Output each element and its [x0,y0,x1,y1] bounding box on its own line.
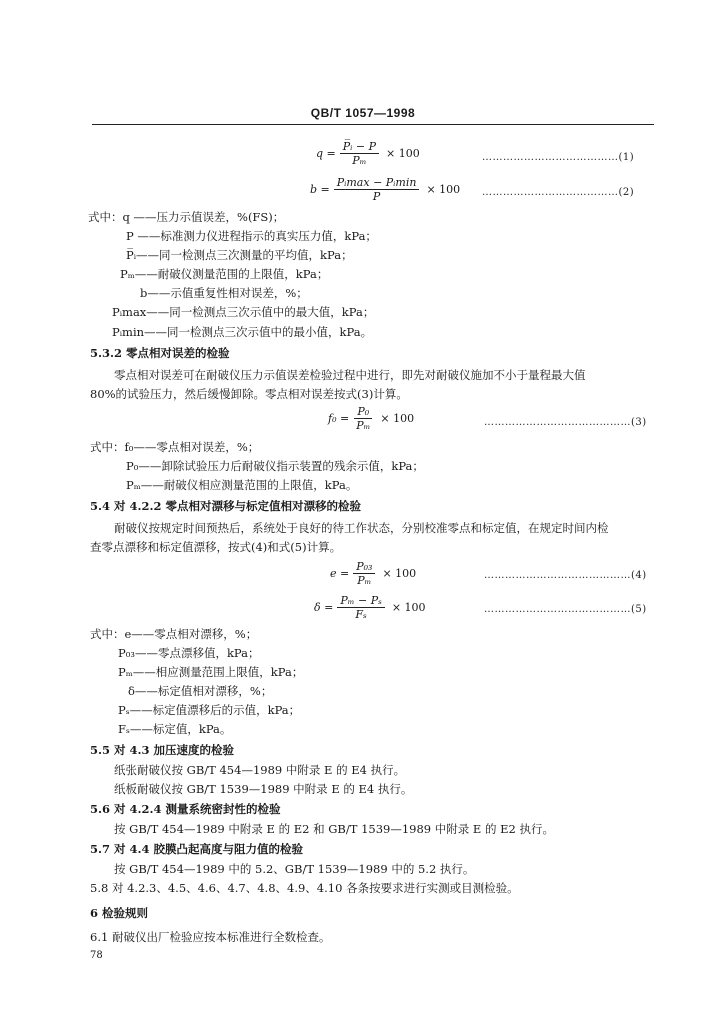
definition-line: P ——标准测力仪进程指示的真实压力值，kPa； [126,229,377,243]
formula-2-tag: …………………………………(2) [482,187,635,198]
definition-line: Pᵢmin——同一检测点三次示值中的最小值，kPa。 [112,325,373,339]
formula-4-lhs: e = [330,567,350,580]
definition-line: P₀₃——零点漂移值，kPa； [118,646,260,660]
formula-3-lhs: f₀ = [328,412,350,425]
formula-4-tail: × 100 [382,567,417,580]
definition-line: 式中：q ——压力示值误差，%(FS)； [88,210,285,224]
section-heading-5-6: 5.6 对 4.2.4 测量系统密封性的检验 [90,802,281,816]
formula-3-denominator: Pₘ [356,419,371,432]
formula-2-fraction [334,176,420,203]
section-6-1-line: 6.1 耐破仪出厂检验应按本标准进行全数检查。 [90,930,331,944]
paragraph-line: 按 GB/T 454—1989 中的 5.2、GB/T 1539—1989 中的 5.2 执行。 [114,862,475,876]
section-heading-5-7: 5.7 对 4.4 胶膜凸起高度与阻力值的检验 [90,842,304,856]
formula-4 [330,560,419,587]
formula-3-numerator: P₀ [354,405,372,419]
formula-1-lhs: q = [316,147,336,160]
formula-5-tag: ……………………………………(5) [484,604,647,615]
formula-2-denominator: P̅ [372,190,381,203]
definition-line: Pₘ——耐破仪测量范围的上限值，kPa； [120,267,329,281]
definition-line: Pₘ——耐破仪相应测量范围的上限值，kPa。 [126,478,358,492]
formula-2-numerator: Pᵢmax − Pᵢmin [334,176,420,190]
formula-1 [316,140,423,167]
definition-line: 式中：e——零点相对漂移，%； [90,627,258,641]
formula-3 [328,405,417,432]
definition-line: Pₛ——标定值漂移后的示值，kPa； [118,703,301,717]
formula-4-numerator: P₀₃ [353,560,375,574]
formula-1-tag: …………………………………(1) [482,152,635,163]
formula-5-denominator: Fₛ [355,608,367,621]
section-5-8-line: 5.8 对 4.2.3、4.5、4.6、4.7、4.8、4.9、4.10 各条按要求进行实测或目测检验。 [90,881,519,895]
formula-4-fraction [353,560,375,587]
formula-2-tail: × 100 [426,183,461,196]
paragraph-line: 纸张耐破仪按 GB/T 454—1989 中附录 E 的 E4 执行。 [114,763,406,777]
header-rule [92,124,654,125]
definition-line: P₀——卸除试验压力后耐破仪指示装置的残余示值，kPa； [126,459,424,473]
definition-line: Pᵢmax——同一检测点三次示值中的最大值，kPa； [112,305,375,319]
paragraph-line: 按 GB/T 454—1989 中附录 E 的 E2 和 GB/T 1539—1989 中附录 E 的 E2 执行。 [114,822,555,836]
formula-2-lhs: b = [310,183,330,196]
standard-code-header: QB/T 1057—1998 [310,106,416,120]
definition-line: Fₛ——标定值，kPa。 [118,722,232,736]
formula-4-tag: ……………………………………(4) [484,570,647,581]
definition-line: Pₘ——相应测量范围上限值，kPa； [118,665,304,679]
definition-line: 式中：f₀——零点相对误差，%； [90,440,260,454]
paragraph-line: 80%的试验压力，然后缓慢卸除。零点相对误差按式(3)计算。 [90,387,408,401]
paragraph-line: 耐破仪按规定时间预热后，系统处于良好的待工作状态，分别校准零点和标定值，在规定时间内检 [114,521,609,535]
formula-2 [310,176,463,203]
formula-1-numerator: P̅ᵢ − P [340,140,379,154]
formula-5-lhs: δ = [314,601,334,614]
formula-5-numerator: Pₘ − Pₛ [337,594,384,608]
chapter-heading-6: 6 检验规则 [90,906,149,920]
section-heading-5-5: 5.5 对 4.3 加压速度的检验 [90,743,235,757]
definition-line: δ——标定值相对漂移，%； [128,684,273,698]
formula-3-tag: ……………………………………(3) [484,417,647,428]
formula-3-tail: × 100 [380,412,415,425]
formula-5-tail: × 100 [391,601,426,614]
definition-line: b——示值重复性相对误差，%； [140,286,308,300]
formula-1-fraction [340,140,379,167]
formula-5-fraction [337,594,384,621]
section-heading-5-4: 5.4 对 4.2.2 零点相对漂移与标定值相对漂移的检验 [90,499,362,513]
section-heading-5-3-2: 5.3.2 零点相对误差的检验 [90,346,230,360]
page-number: 78 [90,950,103,961]
paragraph-line: 纸板耐破仪按 GB/T 1539—1989 中附录 E 的 E4 执行。 [114,782,413,796]
formula-1-tail: × 100 [386,147,420,160]
definition-line: P̅ᵢ——同一检测点三次测量的平均值，kPa； [126,248,353,262]
formula-4-denominator: Pₘ [357,574,372,587]
formula-3-fraction [353,405,373,432]
paragraph-line: 零点相对误差可在耐破仪压力示值误差检验过程中进行，即先对耐破仪施加不小于量程最大值 [114,368,586,382]
formula-1-denominator: Pₘ [352,154,367,167]
paragraph-line: 查零点漂移和标定值漂移，按式(4)和式(5)计算。 [90,540,342,554]
formula-5 [314,594,429,621]
